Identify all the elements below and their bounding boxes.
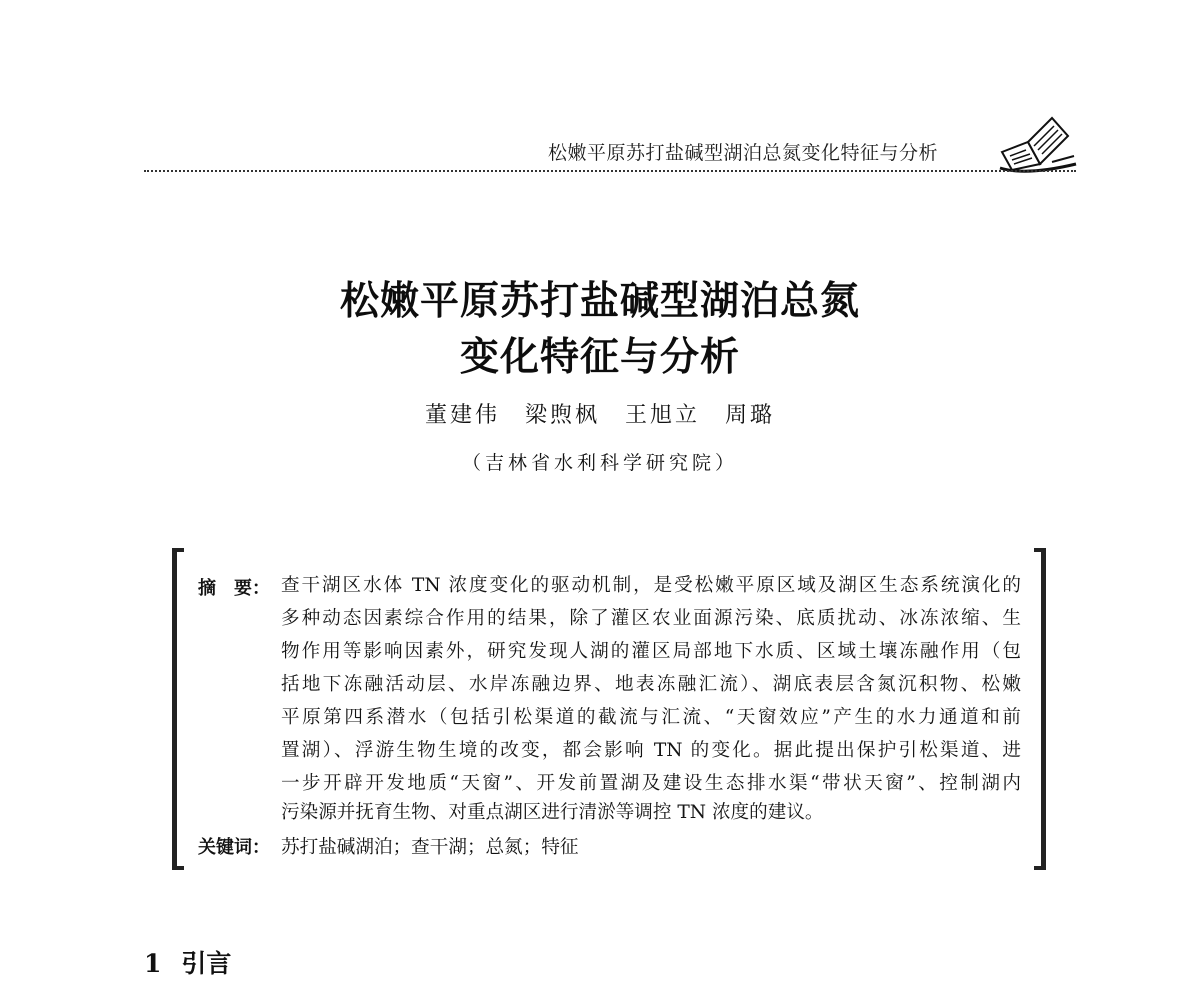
- open-book-icon: [996, 112, 1078, 174]
- running-header: 松嫩平原苏打盐碱型湖泊总氮变化特征与分析: [548, 142, 939, 164]
- abstract-line: 物作用等影响因素外，研究发现人湖的灌区局部地下水质、区域土壤冻融作用（包: [281, 641, 1021, 662]
- keywords-label: 关键词：: [198, 837, 270, 858]
- abstract-line: 平原第四系潜水（包括引松渠道的截流与汇流、“天窗效应”产生的水力通道和前: [281, 707, 1021, 728]
- section-title: 引言: [181, 949, 232, 978]
- abstract-line: 置湖）、浮游生物生境的改变，都会影响 TN 的变化。据此提出保护引松渠道、进: [281, 740, 1021, 761]
- abstract-line: 污染源并抚育生物、对重点湖区进行清淤等调控 TN 浓度的建议。: [281, 802, 824, 823]
- section-heading: [144, 944, 231, 980]
- abstract-line: 查干湖区水体 TN 浓度变化的驱动机制，是受松嫩平原区域及湖区生态系统演化的: [281, 575, 1021, 596]
- authors: 董建伟 梁煦枫 王旭立 周璐: [424, 403, 775, 428]
- section-number: 1: [144, 949, 162, 978]
- abstract-line: 多种动态因素综合作用的结果，除了灌区农业面源污染、底质扰动、冰冻浓缩、生: [281, 608, 1021, 629]
- header-rule: [144, 170, 1076, 172]
- abstract-label: 摘 要：: [198, 578, 270, 599]
- affiliation: （吉林省水利科学研究院）: [461, 452, 738, 474]
- paper-title-line-2: 变化特征与分析: [459, 334, 740, 380]
- abstract-bracket-right: [1034, 548, 1046, 870]
- abstract-bracket-left: [172, 548, 184, 870]
- abstract-line: 一步开辟开发地质“天窗”、开发前置湖及建设生态排水渠“带状天窗”、控制湖内: [281, 773, 1021, 794]
- paper-title-line-1: 松嫩平原苏打盐碱型湖泊总氮: [339, 278, 860, 324]
- keywords-text: 苏打盐碱湖泊；查干湖；总氮；特征: [281, 837, 579, 858]
- abstract-line: 括地下冻融活动层、水岸冻融边界、地表冻融汇流）、湖底表层含氮沉积物、松嫩: [281, 674, 1021, 695]
